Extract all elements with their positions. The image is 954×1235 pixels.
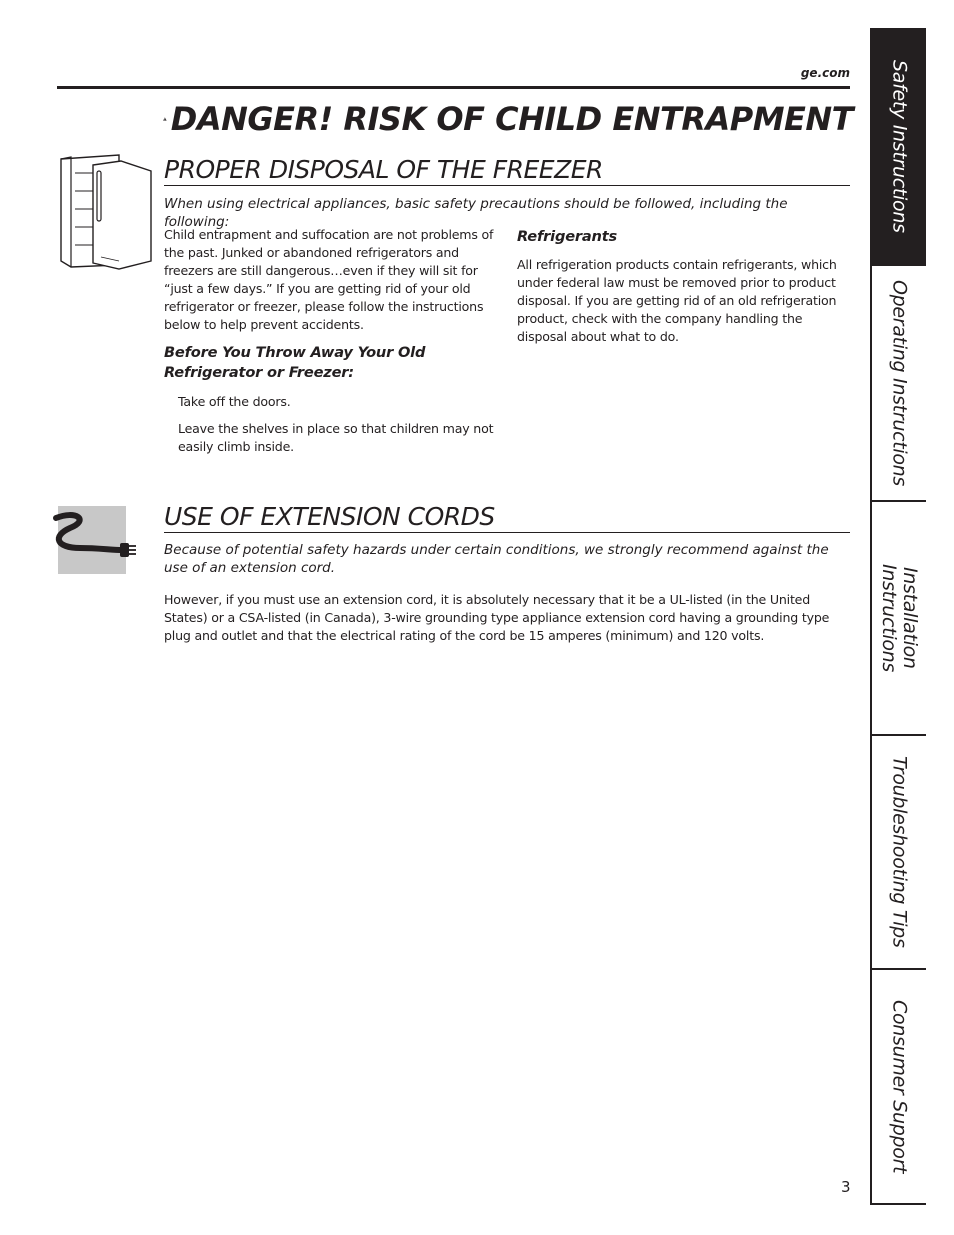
extension-intro: Because of potential safety hazards under certain conditions, we strongly recommend against the use of an extension cord.	[164, 542, 829, 576]
warning-triangle-icon	[163, 105, 167, 133]
before-heading-line-2: Refrigerator or Freezer:	[164, 364, 354, 381]
tab-safety-instructions[interactable]	[872, 28, 926, 264]
refrigerants-heading: Refrigerants	[517, 228, 617, 245]
tab-troubleshooting-tips[interactable]	[872, 734, 926, 968]
page-number: 3	[841, 1178, 851, 1196]
page-title	[163, 100, 853, 138]
before-heading-line-1: Before You Throw Away Your Old	[164, 344, 426, 361]
extension-section-title: USE OF EXTENSION CORDS	[164, 502, 850, 533]
tab-label: Consumer Support	[888, 999, 911, 1174]
freezer-icon	[57, 153, 157, 273]
tab-label: Safety Instructions	[888, 59, 911, 233]
disposal-intro: When using electrical appliances, basic safety precautions should be followed, including the following:	[164, 196, 788, 230]
tab-label-line-1: Installation	[899, 567, 921, 669]
tab-label: Troubleshooting Tips	[888, 756, 911, 948]
extension-cord-icon	[46, 506, 138, 576]
disposal-section-title: PROPER DISPOSAL OF THE FREEZER	[164, 155, 850, 186]
extension-paragraph: However, if you must use an extension cord, it is absolutely necessary that it be a UL-listed (in the United States) or a CSA-listed (in Canada), 3-wire grounding type appliance extension cord having a grounding type plug and outlet and that the electrical rating of the cord be 15 amperes (minimum) and 120 volts.	[164, 592, 830, 643]
disposal-step-2: Leave the shelves in place so that children may not easily climb inside.	[178, 421, 494, 454]
section-tabs	[870, 28, 926, 1205]
site-url: ge.com	[800, 66, 850, 80]
tab-installation-instructions[interactable]	[872, 500, 926, 734]
tab-consumer-support[interactable]	[872, 968, 926, 1203]
top-rule	[57, 86, 850, 89]
before-heading	[164, 343, 494, 383]
disposal-step-1: Take off the doors.	[178, 394, 291, 409]
tab-label: Operating Instructions	[888, 279, 911, 487]
tab-operating-instructions[interactable]	[872, 264, 926, 500]
tab-label-line-2: Instructions	[878, 564, 900, 672]
refrigerants-text: All refrigeration products contain refrigerants, which under federal law must be removed prior to product disposal. If you are getting rid of an old refrigeration product, check with the company handling the disposal about what to do.	[517, 257, 837, 344]
page-title-text: DANGER! RISK OF CHILD ENTRAPMENT	[170, 100, 853, 138]
tab-label	[878, 564, 920, 672]
disposal-paragraph: Child entrapment and suffocation are not problems of the past. Junked or abandoned refrigerators and freezers are still dangerous…even if they will sit for “just a few days.” If you are getting rid of your old refrigerator or freezer, please follow the instructions below to help prevent accidents.	[164, 227, 494, 332]
